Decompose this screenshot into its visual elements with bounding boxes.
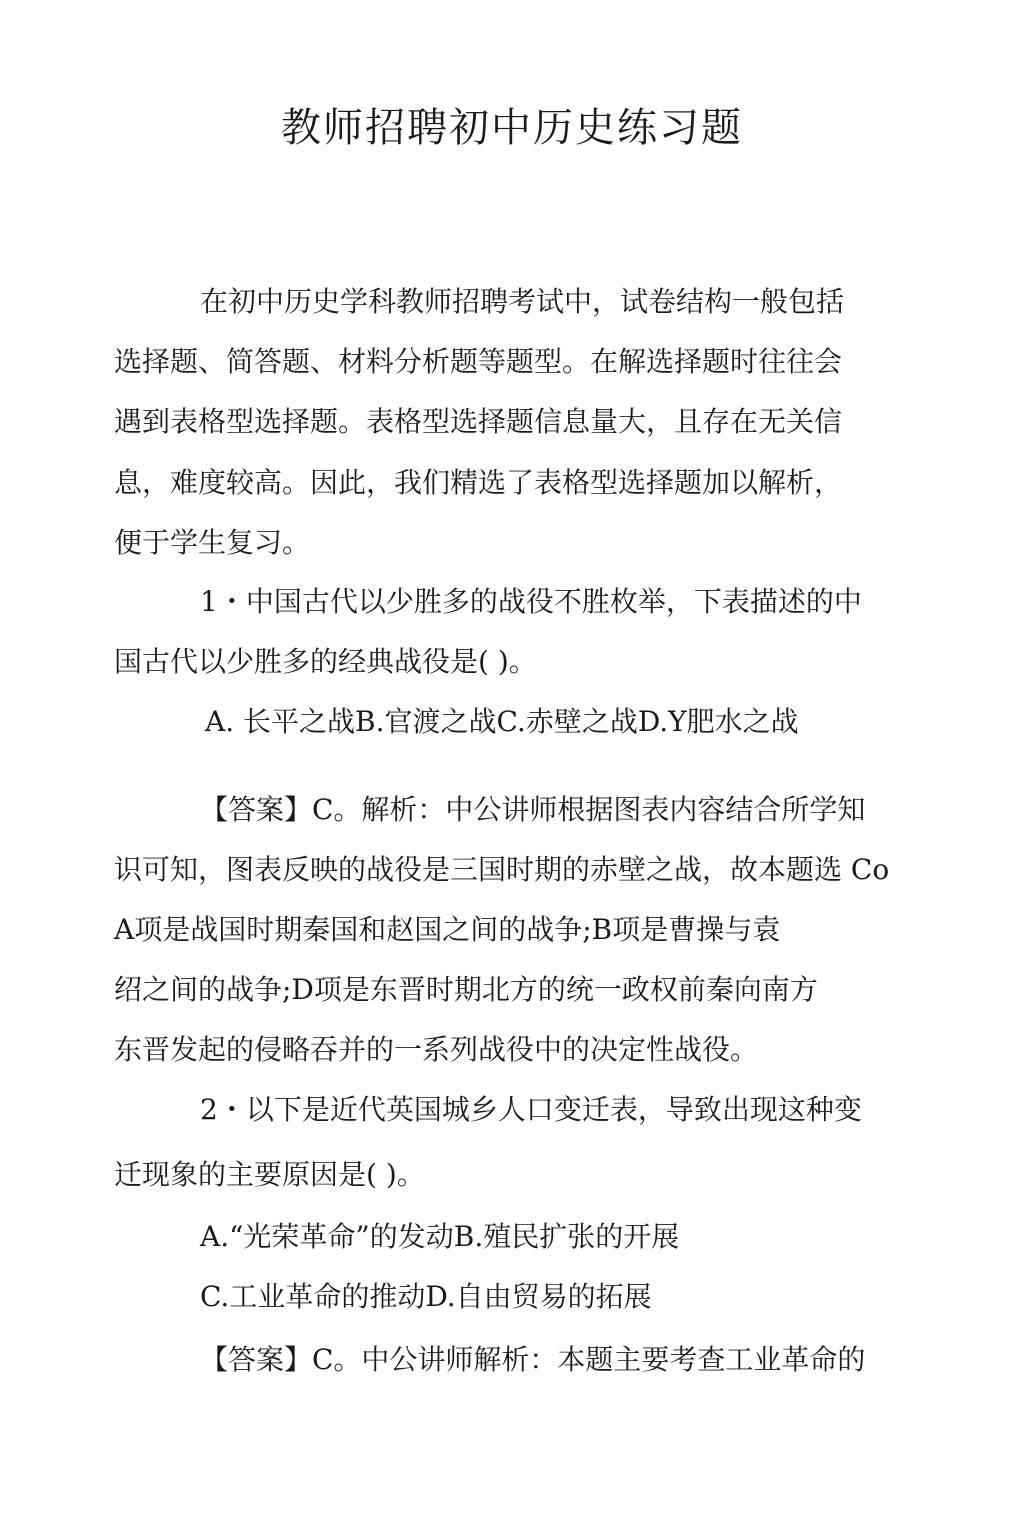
question1-answer-line: 东晋发起的侵略吞并的一系列战役中的决定性战役。 [114, 1033, 759, 1066]
question2-answer-line: 【答案】C。中公讲师解析：本题主要考查工业革命的 [200, 1343, 866, 1376]
question2-stem-line: 2・以下是近代英国城乡人口变迁表，导致出现这种变 [200, 1093, 862, 1126]
question1-answer-line: 识可知，图表反映的战役是三国时期的赤壁之战，故本题选 Co [114, 853, 890, 886]
intro-line: 在初中历史学科教师招聘考试中，试卷结构一般包括 [200, 285, 845, 318]
question1-options: A. 长平之战B.官渡之战C.赤壁之战D.Y肥水之战 [205, 705, 799, 738]
question2-option-line: A.“光荣革命”的发动B.殖民扩张的开展 [200, 1220, 680, 1253]
question1-stem-line: 1・中国古代以少胜多的战役不胜枚举，下表描述的中 [200, 585, 862, 618]
intro-line: 选择题、简答题、材料分析题等题型。在解选择题时往往会 [114, 345, 843, 378]
question1-stem-line: 国古代以少胜多的经典战役是( )。 [114, 645, 537, 678]
intro-line: 遇到表格型选择题。表格型选择题信息量大，且存在无关信 [114, 405, 843, 438]
question2-stem-line: 迁现象的主要原因是( )。 [114, 1158, 425, 1191]
document-title: 教师招聘初中历史练习题 [281, 105, 743, 151]
question2-option-line: C.工业革命的推动D.自由贸易的拓展 [200, 1280, 652, 1313]
question1-answer-line: A项是战国时期秦国和赵国之间的战争;B项是曹操与袁 [114, 913, 781, 946]
question1-answer-line: 绍之间的战争;D项是东晋时期北方的统一政权前秦向南方 [114, 973, 818, 1006]
intro-line: 便于学生复习。 [114, 526, 311, 559]
intro-line: 息，难度较高。因此，我们精选了表格型选择题加以解析， [114, 466, 843, 499]
question1-answer-line: 【答案】C。解析：中公讲师根据图表内容结合所学知 [200, 793, 866, 826]
